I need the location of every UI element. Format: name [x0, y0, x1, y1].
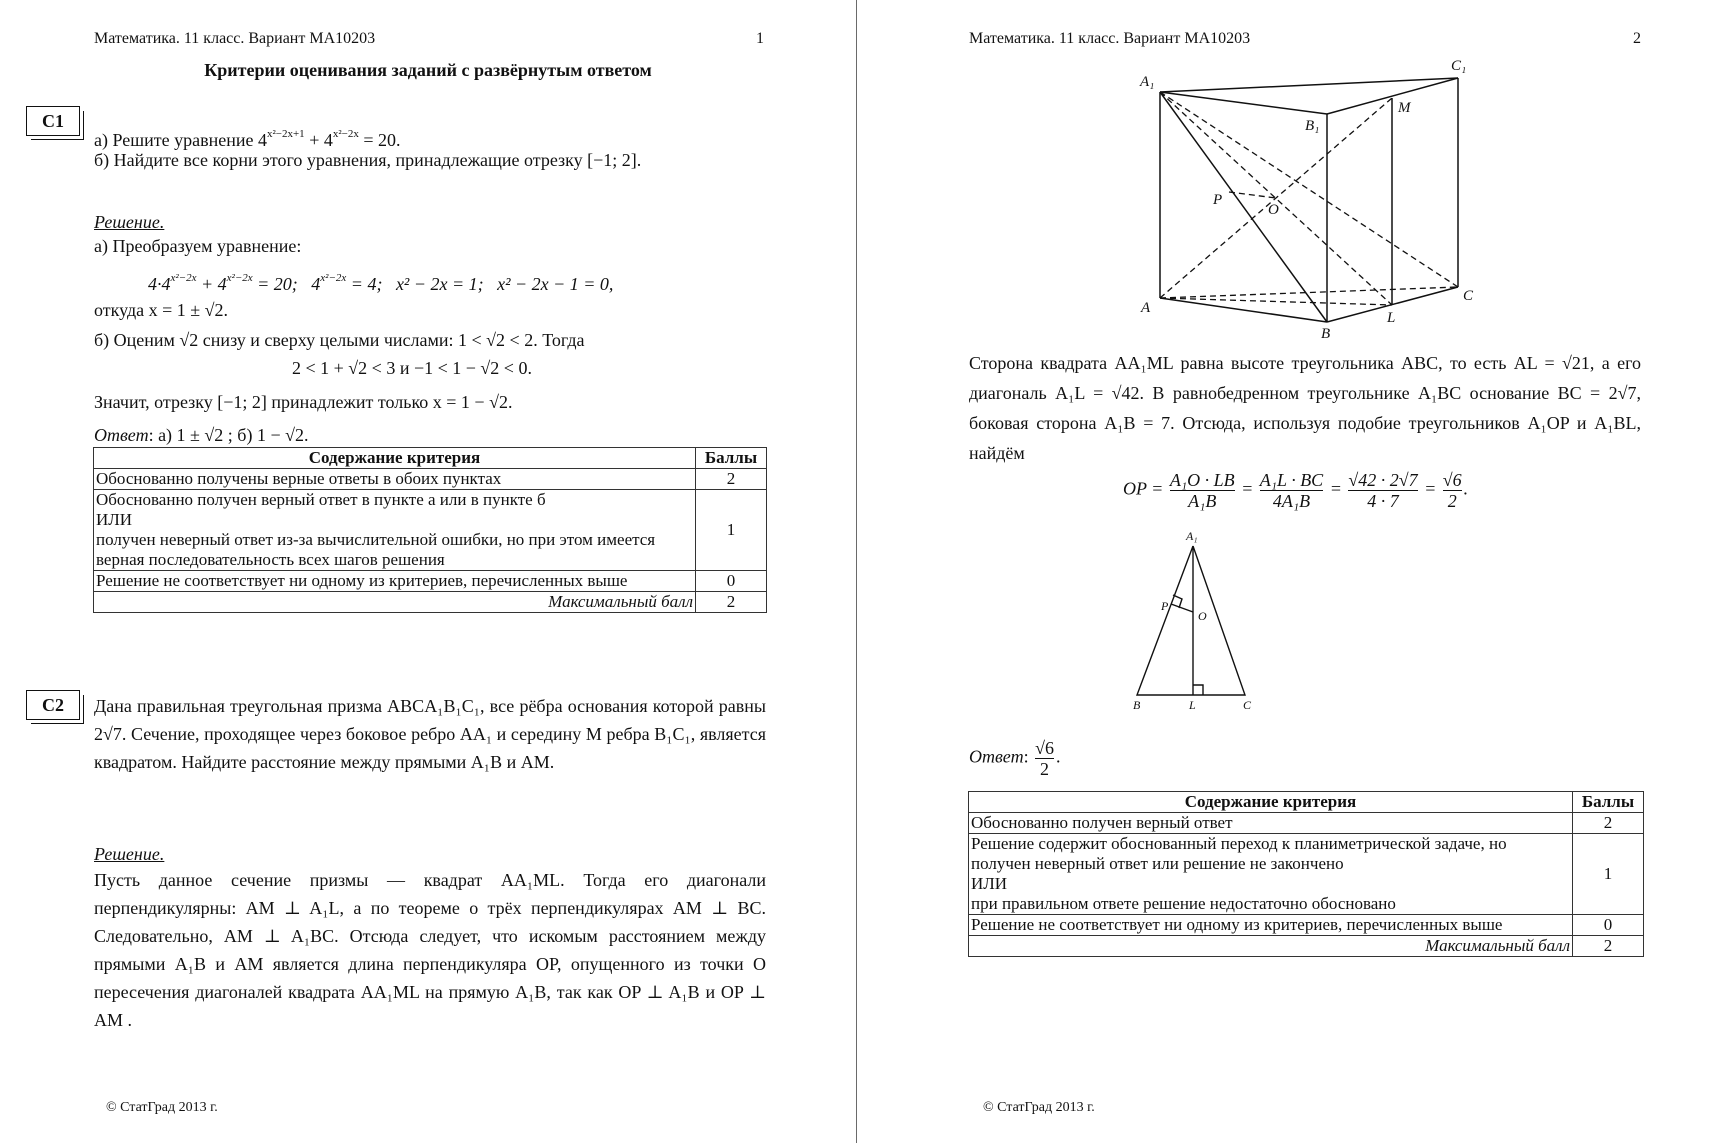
hidden-segment-al [1160, 298, 1392, 305]
point-p-label: P [1161, 599, 1169, 613]
table-row-max [94, 592, 767, 613]
vertex-c-label: C [1243, 698, 1252, 712]
answer: Ответ: $\frac{√6}{2}$ . [969, 738, 1061, 779]
solution-paragraph: Сторона квадрата AA₁ML равна высоте треугольника ABC, то есть AL = √21, а его диагональ A₁L = √42. В равнобедренном треугольнике A₁BC основание BC = 2√7, боковая сторона A₁B = 7. Отсюда, используя подобие треугольников A₁OP и A₁BL, найдём [969, 353, 1641, 463]
table-row [94, 571, 767, 592]
triangle-figure [857, 520, 1714, 720]
point-p-label: P [1213, 192, 1223, 208]
max-score-value: 2 [696, 592, 767, 613]
vertex-c-label: C [1463, 288, 1474, 304]
solution-step-a-intro: а) Преобразуем уравнение: [94, 236, 302, 256]
column-header-points: Баллы [696, 448, 767, 469]
prism-figure [857, 0, 1714, 360]
document-title: Критерии оценивания заданий с развёрнутым ответом [204, 60, 652, 80]
max-score-label: Максимальный балл [94, 592, 696, 613]
solution-c2-text: Пусть данное сечение призмы — квадрат AA₁ML. Тогда его диагонали перпендикулярны: AM ⊥ A₁L, а по теореме о трёх перпендикулярах AM ⊥ BC. Следовательно, AM ⊥ A₁BC. Отсюда следует, что искомым расстоянием между прямыми A₁B и AM является длина перпендикуляра OP, опущенного из точки O пересечения диагоналей квадрата AA₁ML на прямую A₁B, так как OP ⊥ A₁B и OP ⊥ AM . [94, 870, 766, 1030]
vertex-a1-label: A₁ [1186, 529, 1198, 543]
table-row [969, 915, 1644, 936]
solution-label: Решение. [94, 212, 165, 232]
page-number: 1 [756, 30, 764, 47]
vertex-c1-label: C₁ [1451, 58, 1467, 74]
prism-edge [1160, 92, 1327, 114]
points-cell: 2 [1573, 813, 1644, 834]
task-b: б) Найдите все корни этого уравнения, принадлежащие отрезку [−1; 2]. [94, 150, 642, 170]
solution-equations: $4\cdot 4^{x^2-2x} + 4^{x^2-2x} = 20$; $4^{x^2-2x} = 4$; x² − 2x = 1; x² − 2x − 1 = 0, [148, 272, 614, 294]
max-score-label: Максимальный балл [969, 936, 1573, 957]
points-cell: 2 [696, 469, 767, 490]
criteria-cell: Решение содержит обоснованный переход к планиметрической задаче, но получен неверный ответ или решение не закончено ИЛИ при правильном ответе решение недостаточно обосновано [969, 834, 1573, 915]
answer: Ответ: а) 1 ± √2 ; б) 1 − √2. [94, 425, 309, 445]
op-formula: OP = $\frac{\text{A₁O · LB}}{\text{A₁B}}$ = $\frac{\text{A₁L · BC}}{\text{4A₁B}}$ = $\frac{√42 \cdot 2√7}{4 \cdot 7}$ = $\frac{√6}{2}$ . [1123, 470, 1469, 511]
page-number: 2 [1633, 30, 1641, 47]
solution-conclusion: Значит, отрезку [−1; 2] принадлежит только x = 1 − √2. [94, 392, 513, 412]
table-row [969, 834, 1644, 915]
vertex-b-label: B [1321, 326, 1331, 342]
point-o-label: O [1198, 609, 1207, 623]
vertex-b-label: B [1133, 698, 1141, 712]
table-header-row [94, 448, 767, 469]
page-2 [857, 0, 1714, 1143]
page-header: Математика. 11 класс. Вариант МА10203 [94, 30, 376, 47]
max-score-value: 2 [1573, 936, 1644, 957]
solution-inequality: 2 < 1 + √2 < 3 и −1 < 1 − √2 < 0. [292, 358, 532, 378]
solution-step-b-intro: б) Оценим √2 снизу и сверху целыми числами: 1 < √2 < 2. Тогда [94, 330, 585, 350]
vertex-a-label: A [1141, 300, 1151, 316]
fraction: $\frac{\text{A₁L · BC}}{\text{4A₁B}}$ [1259, 470, 1324, 511]
vertex-b1-label: B₁ [1305, 118, 1320, 134]
fraction: $\frac{√6}{2}$ [1442, 470, 1462, 511]
prism-edge [1160, 298, 1327, 322]
points-cell: 0 [1573, 915, 1644, 936]
criteria-cell: Решение не соответствует ни одному из критериев, перечисленных выше [969, 915, 1573, 936]
criteria-cell: Обоснованно получен верный ответ [969, 813, 1573, 834]
fraction: $\frac{\text{A₁O · LB}}{\text{A₁B}}$ [1169, 470, 1235, 511]
table-row [969, 813, 1644, 834]
segment-a1b [1160, 92, 1327, 322]
point-l-label: L [1189, 698, 1196, 712]
criteria-table-c1 [93, 447, 767, 613]
points-cell: 0 [696, 571, 767, 592]
vertex-a1-label: A₁ [1140, 74, 1155, 90]
criteria-cell: Обоснованно получен верный ответ в пункте а или в пункте б ИЛИ получен неверный ответ из-за вычислительной ошибки, но при этом имеется верная последовательность всех шагов решения [94, 490, 696, 571]
task-c2-statement: Дана правильная треугольная призма ABCA₁B₁C₁, все рёбра основания которой равны 2√7. Сечение, проходящее через боковое ребро AA₁ и середину M ребра B₁C₁, является квадратом. Найдите расстояние между прямыми A₁B и AM. [94, 696, 766, 772]
fraction: $\frac{√42 \cdot 2√7}{4 \cdot 7}$ [1348, 470, 1418, 511]
solution-label-c2: Решение. [94, 844, 165, 864]
footer: © СтатГрад 2013 г. [106, 1100, 218, 1115]
triangle-a1bc [1137, 546, 1245, 695]
solution-step-a-result: откуда x = 1 ± √2. [94, 300, 229, 320]
points-cell: 1 [696, 490, 767, 571]
right-angle-mark [1193, 685, 1203, 695]
point-o-label: O [1268, 202, 1279, 218]
task-a: а) Решите уравнение $4^{x^2-2x+1} + 4^{x^2-2x} = 20$. [94, 128, 401, 150]
column-header-criteria: Содержание критерия [969, 792, 1573, 813]
table-row [94, 469, 767, 490]
table-header-row [969, 792, 1644, 813]
criteria-cell: Обоснованно получены верные ответы в обоих пунктах [94, 469, 696, 490]
diagonal-am [1160, 98, 1392, 298]
column-header-criteria: Содержание критерия [94, 448, 696, 469]
table-row [94, 490, 767, 571]
task-label-c2: C2 [26, 690, 80, 720]
table-row-max [969, 936, 1644, 957]
criteria-cell: Решение не соответствует ни одному из критериев, перечисленных выше [94, 571, 696, 592]
segment-op [1171, 604, 1193, 612]
point-m-label: M [1398, 100, 1411, 116]
footer: © СтатГрад 2013 г. [983, 1100, 1095, 1115]
point-l-label: L [1387, 310, 1396, 326]
answer-fraction: $\frac{√6}{2}$ [1035, 738, 1054, 779]
points-cell: 1 [1573, 834, 1644, 915]
criteria-table-c2 [968, 791, 1644, 957]
page-header: Математика. 11 класс. Вариант МА10203 [969, 30, 1251, 47]
column-header-points: Баллы [1573, 792, 1644, 813]
task-label-c1: C1 [26, 106, 80, 136]
